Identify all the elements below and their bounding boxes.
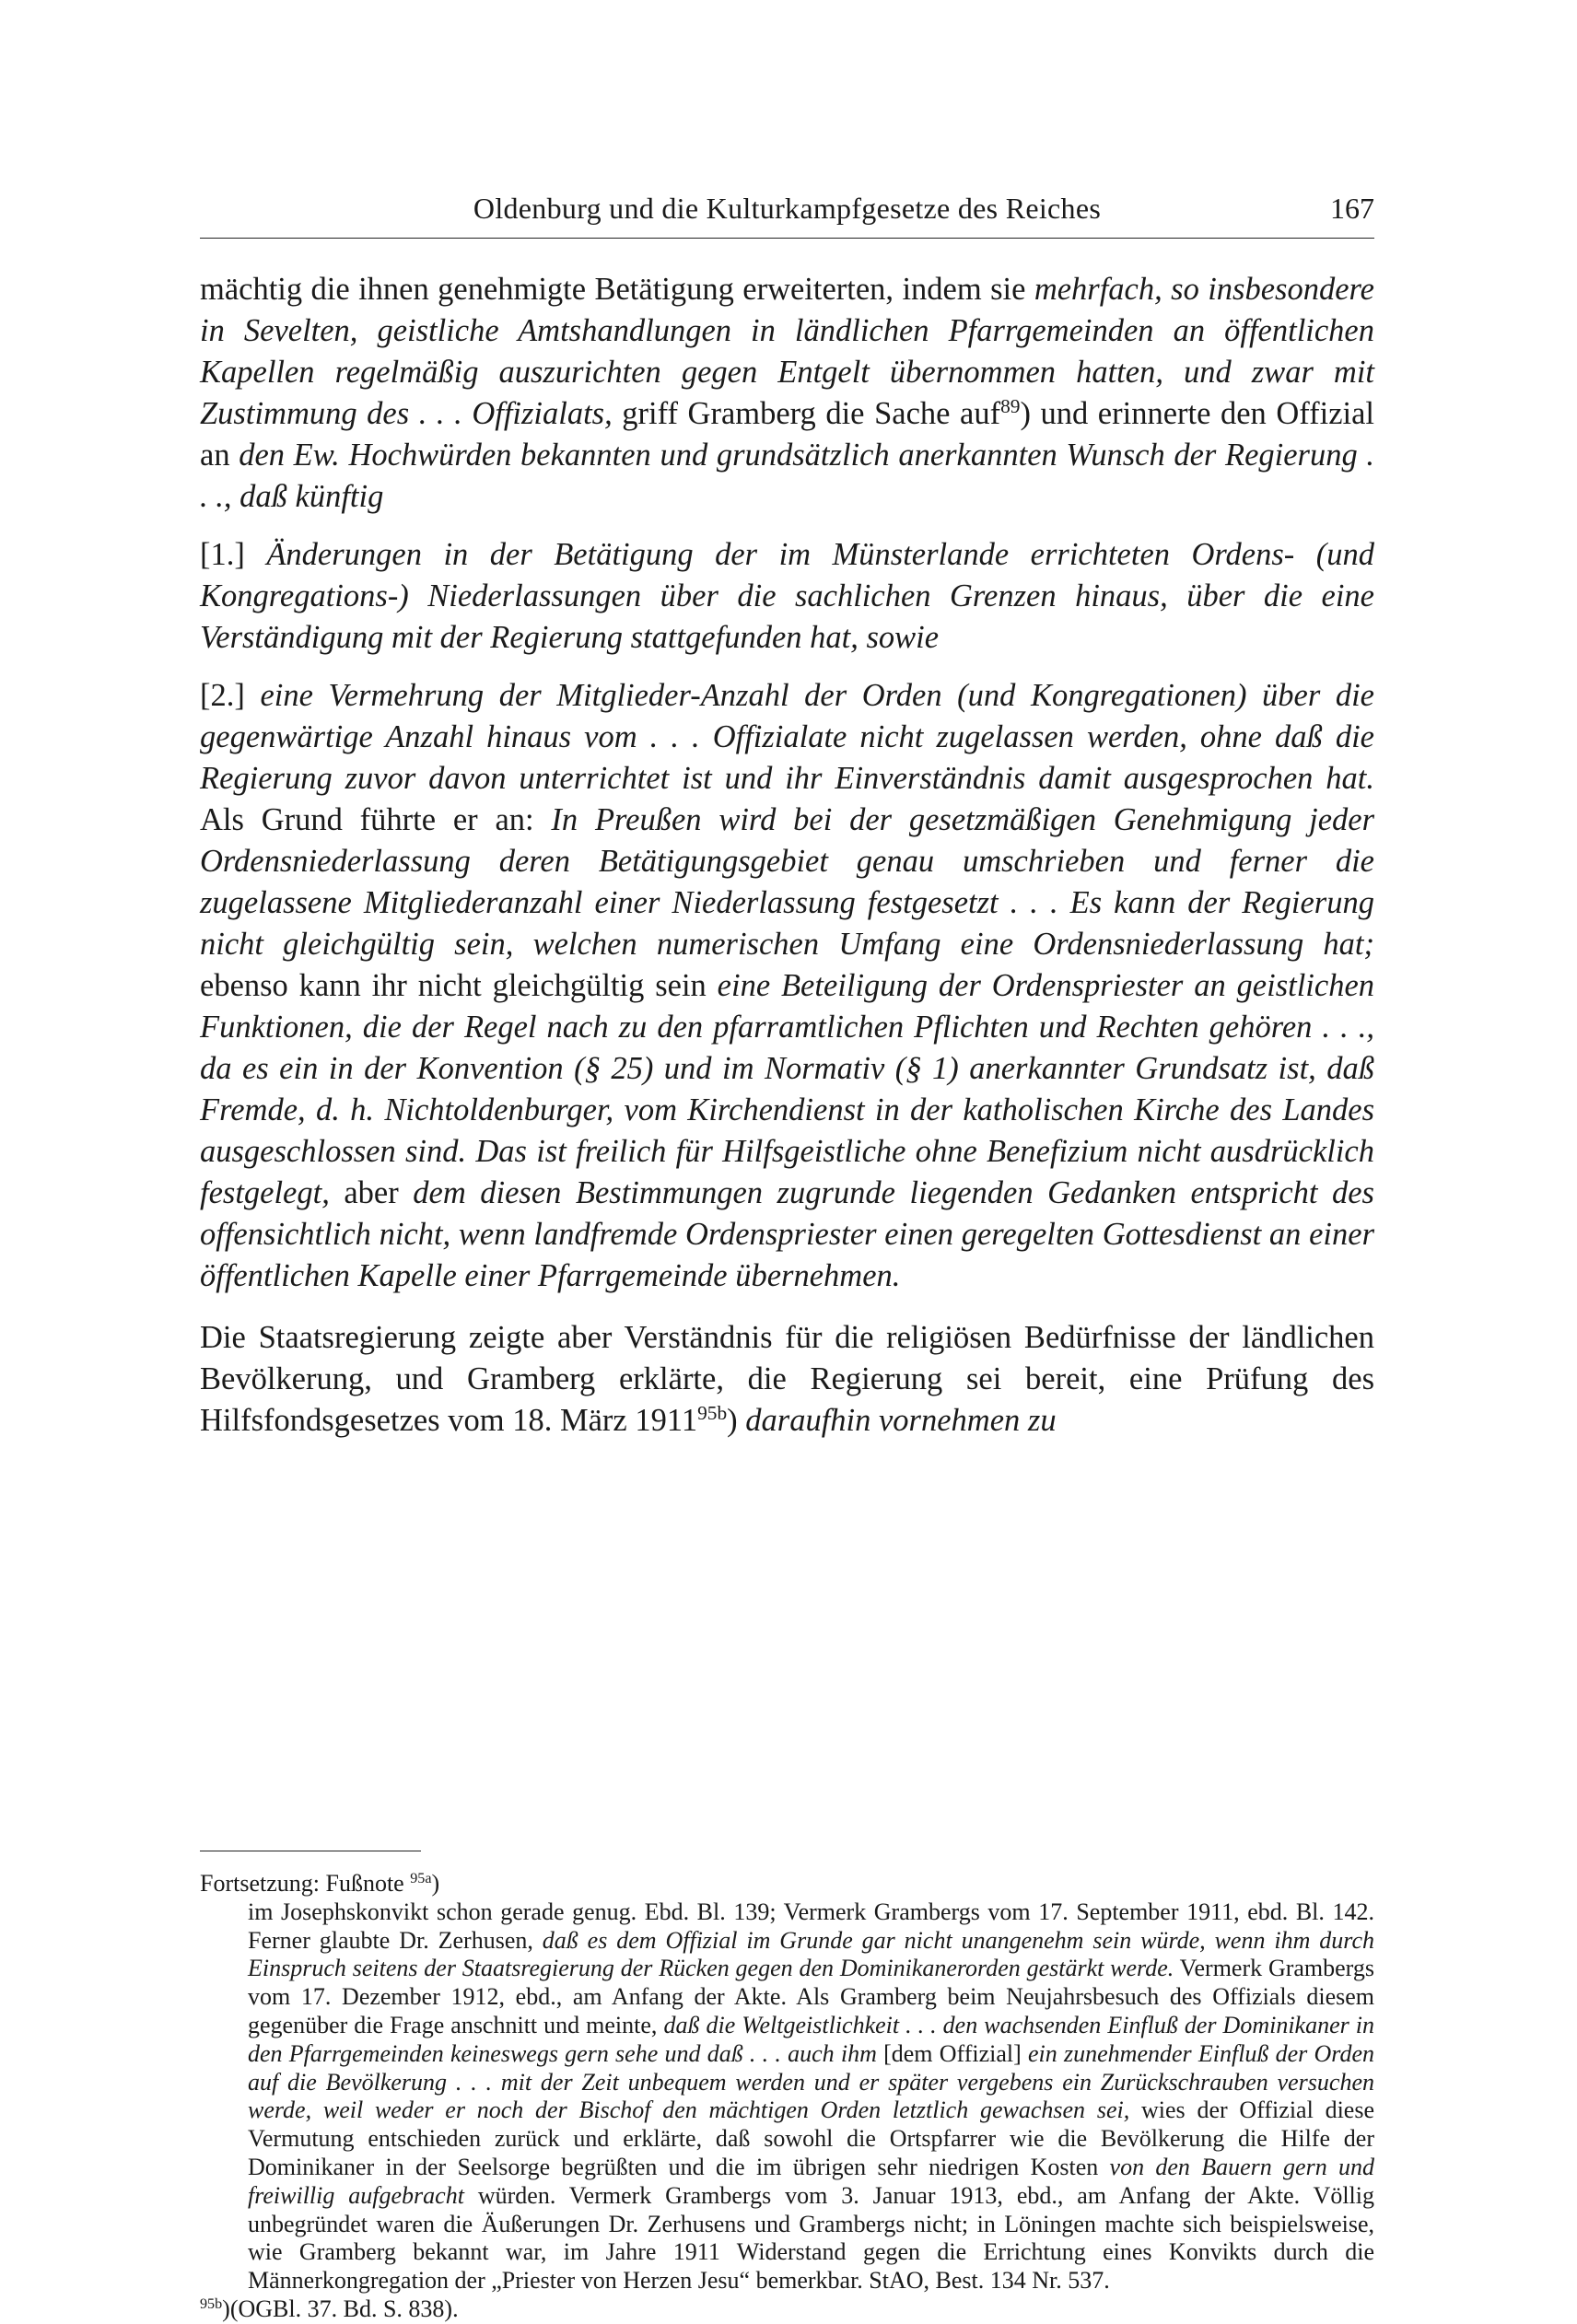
- paragraph-item-1: [200, 534, 1374, 659]
- page-number: 167: [1330, 192, 1374, 225]
- text-run: griff Gramberg die Sache auf: [612, 396, 1001, 431]
- paragraph-item-2: [200, 675, 1374, 1297]
- quotation-italic: daß es dem Offizial im Grunde gar nicht unangenehm sein würde, wenn ihm durch Einspruch seitens der Staatsregierung der Rücken gegen den Dominikanerorden gestärkt werde.: [248, 1926, 1374, 1982]
- text-run: ): [431, 1870, 440, 1897]
- footnote-marker: 95a: [410, 1871, 432, 1887]
- page-header: [200, 184, 1374, 236]
- footnote-95b: [200, 2295, 1374, 2324]
- quotation-italic: In Preußen wird bei der gesetzmäßigen Genehmigung jeder Ordensniederlassung deren Betätigungsgebiet genau umschrieben und ferner die zugelassene Mitgliederanzahl einer Niederlassung festgesetzt . . . Es kann der Regierung nicht gleichgültig sein, welchen numerischen Umfang eine Ordensniederlassung hat;: [200, 802, 1375, 962]
- quotation-italic: Änderungen in der Betätigung der im Münsterlande errichteten Ordens- (und Kongregations-) Niederlassungen über die sachlichen Grenzen hinaus, über die eine Verständigung mit der Regierung stattgefunden hat, sowie: [200, 537, 1374, 655]
- text-run: Vermerk Grambergs vom 17. Dezember 1912, ebd., am Anfang der Akte. Als Gramberg beim Neujahrsbesuch des Offizials diesem gegenüber die Frage anschnitt und meinte,: [248, 1955, 1374, 2038]
- text-run: Fortsetzung: Fußnote: [200, 1870, 411, 1897]
- quotation-italic: von den Bauern gern und freiwillig aufgebracht: [248, 2153, 1374, 2209]
- footnote-marker: 95b: [200, 2296, 223, 2313]
- footnote-continuation-text: [200, 1898, 1374, 2295]
- header-rule: [200, 238, 1374, 239]
- text-run: würden. Vermerk Grambergs vom 3. Januar 1913, ebd., am Anfang der Akte. Völlig unbegründet waren die Äußerungen Dr. Zerhusens und Grambergs nicht; in Löningen machte sich beispielsweise, wie Gramberg bekannt war, im Jahre 1911 Widerstand gegen die Errichtung eines Konvikts durch die Männerkongregation der „Priester von Herzen Jesu“ bemerkbar. StAO, Best. 134 Nr. 537.: [248, 2181, 1374, 2295]
- quotation-italic: mehrfach, so insbesondere in Sevelten, geistliche Amtshandlungen in ländlichen Pfarrgemeinden an öffentlichen Kapellen regelmäßig auszurichten gegen Entgelt übernommen hatten, und zwar mit Zustimmung des . . . Offizialats,: [200, 272, 1374, 431]
- quotation-italic: dem diesen Bestimmungen zugrunde liegenden Gedanken entspricht des offensichtlich nicht, wenn landfremde Ordenspriester einen geregelten Gottesdienst an einer öffentlichen Kapelle einer Pfarrgemeinde übernehmen.: [200, 1175, 1374, 1293]
- text-run: aber: [329, 1175, 414, 1210]
- text-run: mächtig die ihnen genehmigte Betätigung erweiterten, indem sie: [200, 272, 1034, 307]
- text-run: Die Staatsregierung zeigte aber Verständnis für die religiösen Bedürfnisse der ländlichen Bevölkerung, und Gramberg erklärte, die Regierung sei bereit, eine Prüfung des Hilfsfondsgesetzes vom 18. März 1911: [200, 1320, 1374, 1438]
- text-run: wies der Offizial diese Vermutung entschieden zurück und erklärte, daß sowohl die Ortspfarrer wie die Bevölkerung die Hilfe der Dominikaner in der Seelsorge begrüßten und die im übrigen sehr niedrigen Kosten: [248, 2096, 1374, 2180]
- running-title: Oldenburg und die Kulturkampfgesetze des Reiches: [473, 192, 1102, 225]
- item-number: [2.]: [200, 678, 261, 713]
- text-run: )(OGBl. 37. Bd. S. 838).: [222, 2295, 459, 2322]
- footnote-ref-89: 89: [1000, 395, 1021, 418]
- footnote-continuation-label: [200, 1870, 1374, 1898]
- text-run: [dem Offizial]: [876, 2039, 1029, 2067]
- quotation-italic: eine Vermehrung der Mitglieder-Anzahl der Orden (und Kongregationen) über die gegenwärtige Anzahl hinaus vom . . . Offizialate nicht zugelassen werden, ohne daß die Regierung zuvor davon unterrichtet ist und ihr Einverständnis damit ausgesprochen hat.: [200, 678, 1374, 796]
- quotation-italic: daß die Weltgeistlichkeit . . . den wachsenden Einfluß der Dominikaner in den Pfarrgemeinden keineswegs gern sehe und daß . . . auch ihm: [248, 2011, 1374, 2067]
- quotation-italic: daraufhin vornehmen zu: [745, 1403, 1057, 1438]
- footnotes: [200, 1870, 1374, 2324]
- text-run: Als Grund führte er an:: [200, 802, 552, 837]
- footnote-ref-95b: 95b: [697, 1402, 728, 1425]
- quotation-italic: ein zunehmender Einfluß der Orden auf die Bevölkerung . . . mit der Zeit unbequem werden und er später vergebens ein Zurückschrauben versuchen werde, weil weder er noch der Bischof den mächtigen Orden letztlich gewachsen sei,: [248, 2039, 1374, 2124]
- paragraph-1: [200, 269, 1374, 518]
- item-number: [1.]: [200, 537, 267, 572]
- quotation-italic: den Ew. Hochwürden bekannten und grundsätzlich anerkannten Wunsch der Regierung . . ., daß künftig: [200, 438, 1374, 514]
- main-text: [200, 269, 1374, 1442]
- text-run: ) und erinnerte den Offizial an: [200, 396, 1374, 473]
- quotation-italic: eine Beteiligung der Ordenspriester an geistlichen Funktionen, die der Regel nach zu den pfarramtlichen Pflichten und Rechten gehören . . ., da es ein in der Konvention (§ 25) und im Normativ (§ 1) anerkannter Grundsatz ist, daß Fremde, d. h. Nichtoldenburger, vom Kirchendienst in der katholischen Kirche des Landes ausgeschlossen sind. Das ist freilich für Hilfsgeistliche ohne Benefizium nicht ausdrücklich festgelegt,: [200, 968, 1375, 1210]
- text-run: im Josephskonvikt schon gerade genug. Ebd. Bl. 139; Vermerk Grambergs vom 17. September 1911, ebd. Bl. 142. Ferner glaubte Dr. Zerhusen,: [248, 1898, 1374, 1954]
- text-run: ): [727, 1403, 746, 1438]
- text-run: ebenso kann ihr nicht gleichgültig sein: [200, 968, 718, 1003]
- paragraph-2: [200, 1317, 1374, 1442]
